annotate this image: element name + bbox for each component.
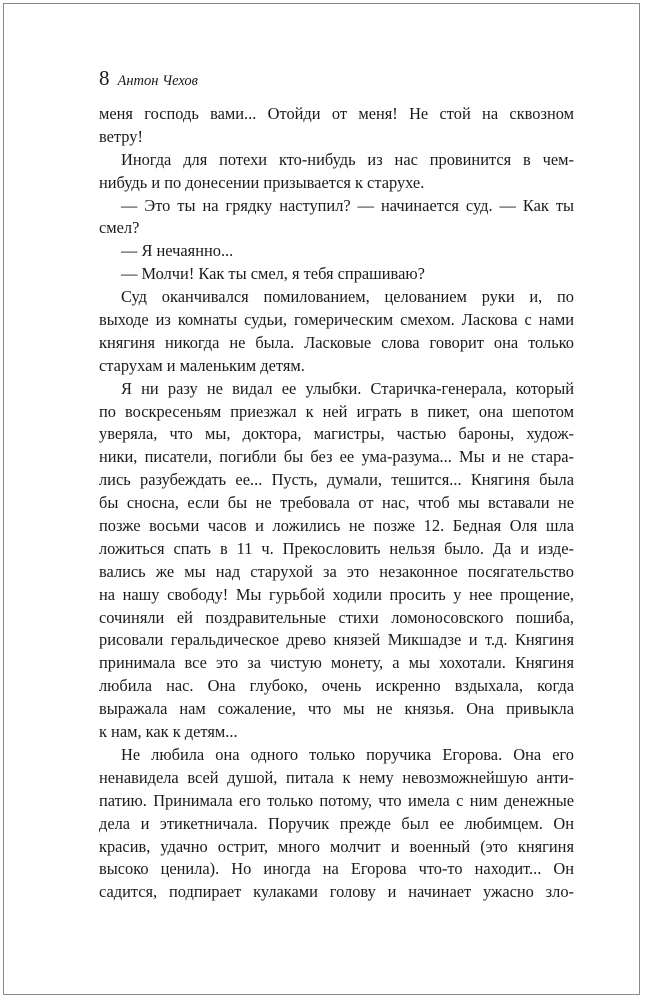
text-line: — Это ты на грядку наступил? — начинается суд. — Как ты bbox=[121, 195, 574, 215]
text-line: Суд оканчивался помилованием, целованием руки и, по bbox=[121, 287, 574, 307]
text-line: Не любила она одного только поручика Егорова. Она его bbox=[121, 744, 574, 764]
text-line: садится, подпирает кулаками голову и начинает ужасно зло- bbox=[99, 882, 574, 902]
text-line: — Молчи! Как ты смел, я тебя спрашиваю? bbox=[121, 264, 425, 284]
text-line: рисовали геральдическое древо князей Микшадзе и т.д. Княгиня bbox=[99, 630, 574, 650]
body-text bbox=[99, 103, 574, 904]
text-line: выражала нам сожаление, что мы не князья. Она привыкла bbox=[99, 699, 574, 719]
text-line: бы сносна, если бы не требовала от нас, чтоб мы вставали не bbox=[99, 493, 574, 513]
text-line: к нам, как к детям... bbox=[99, 722, 238, 742]
text-line: ложиться спать в 11 ч. Прекословить нельзя было. Да и изде- bbox=[99, 538, 574, 558]
text-line: старухам и маленьким детям. bbox=[99, 355, 305, 375]
text-line: сочиняли ей поздравительные стихи ломоносовского пошиба, bbox=[99, 607, 574, 627]
text-line: на нашу свободу! Мы гурьбой ходили просить у нее прощение, bbox=[99, 584, 574, 604]
text-line: ветру! bbox=[99, 126, 143, 146]
text-line: выходе из комнаты судьи, гомерическим смехом. Ласкова с нами bbox=[99, 310, 574, 330]
text-line: Иногда для потехи кто-нибудь из нас провинится в чем- bbox=[121, 149, 574, 169]
text-line: позже восьми часов и ложились не позже 12. Бедная Оля шла bbox=[99, 516, 574, 536]
text-line: красив, удачно острит, много молчит и военный (это княгиня bbox=[99, 836, 574, 856]
text-line: княгиня никогда не была. Ласковые слова говорит она только bbox=[99, 332, 574, 352]
text-line: патию. Принимала его только потому, что имела с ним денежные bbox=[99, 790, 574, 810]
text-line: меня господь вами... Отойди от меня! Не стой на сквозном bbox=[99, 104, 574, 123]
text-line: по воскресеньям приезжал к ней играть в пикет, она шепотом bbox=[99, 401, 574, 421]
text-line: нибудь и по донесении призывается к старухе. bbox=[99, 172, 425, 192]
text-line: дела и этикетничала. Поручик прежде был ее любимцем. Он bbox=[99, 813, 574, 833]
text-line: высоко ценила). Но иногда на Егорова что-то находит... Он bbox=[99, 859, 574, 879]
page-number: 8 bbox=[99, 66, 110, 90]
text-line: лись разубеждать ее... Пусть, думали, тешится... Княгиня была bbox=[99, 470, 574, 490]
running-title: Антон Чехов bbox=[117, 73, 198, 89]
text-line: вались же мы над старухой за это незаконное посягательство bbox=[99, 561, 574, 581]
text-line: — Я нечаянно... bbox=[121, 241, 234, 261]
running-header bbox=[99, 66, 198, 90]
text-line: ненавидела всей душой, питала к нему невозможнейшую анти- bbox=[99, 767, 574, 787]
text-line: уверяла, что мы, доктора, магистры, частью бароны, худож- bbox=[99, 424, 574, 444]
text-line: любила нас. Она глубоко, очень искренно вздыхала, когда bbox=[99, 676, 574, 696]
text-line: Я ни разу не видал ее улыбки. Старичка-генерала, который bbox=[121, 378, 574, 398]
text-line: принимала все это за чистую монету, а мы хохотали. Княгиня bbox=[99, 653, 574, 673]
text-line: ники, писатели, погибли бы без ее ума-разума... Мы и не стара- bbox=[99, 447, 574, 467]
text-line: смел? bbox=[99, 218, 140, 238]
